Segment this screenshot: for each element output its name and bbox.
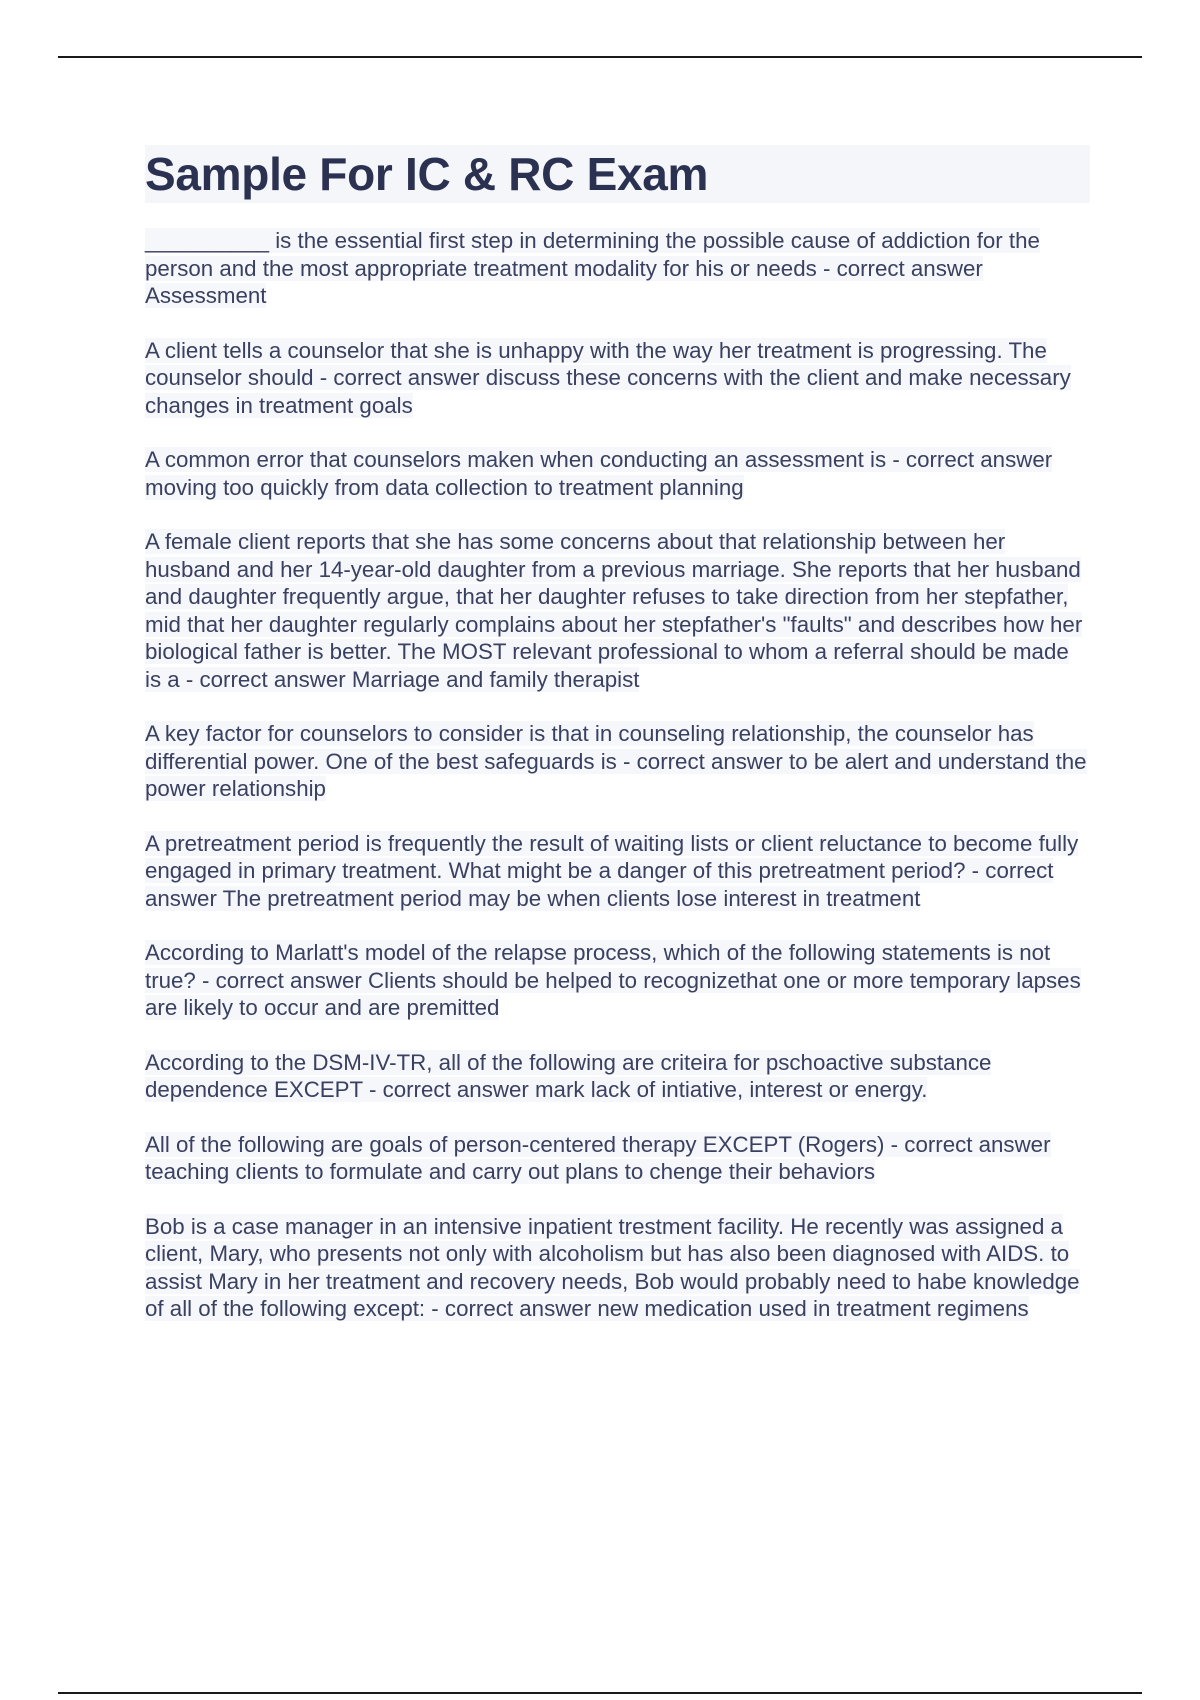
- qa-text: __________ is the essential first step in determining the possible cause of addiction for the person and the most appropriate treatment modality for his or needs - correct answer Assessment: [145, 228, 1040, 308]
- bottom-rule: [58, 1692, 1142, 1694]
- qa-item: [145, 227, 1090, 310]
- qa-item: [145, 528, 1090, 693]
- qa-item: [145, 1131, 1090, 1186]
- qa-list: [145, 227, 1090, 1323]
- qa-item: [145, 1049, 1090, 1104]
- top-rule: [58, 56, 1142, 58]
- qa-text: Bob is a case manager in an intensive inpatient trestment facility. He recently was assigned a client, Mary, who presents not only with alcoholism but has also been diagnosed with AIDS. to assist Mary in her treatment and recovery needs, Bob would probably need to habe knowledge of all of the following except: - correct answer new medication used in treatment regimens: [145, 1213, 1080, 1321]
- qa-item: [145, 720, 1090, 803]
- qa-text: A pretreatment period is frequently the result of waiting lists or client reluctance to become fully engaged in primary treatment. What might be a danger of this pretreatment period? - correct answer The pretreatment period may be when clients lose interest in treatment: [145, 830, 1079, 911]
- qa-text: A client tells a counselor that she is unhappy with the way her treatment is progressing. The counselor should - correct answer discuss these concerns with the client and make necessary changes in treatment goals: [145, 337, 1071, 418]
- document-body: [145, 145, 1090, 1350]
- qa-text: A key factor for counselors to consider is that in counseling relationship, the counselor has differential power. One of the best safeguards is - correct answer to be alert and understand the power relationship: [145, 721, 1087, 801]
- qa-item: [145, 1213, 1090, 1323]
- qa-item: [145, 830, 1090, 913]
- qa-item: [145, 939, 1090, 1022]
- qa-text: A common error that counselors maken when conducting an assessment is - correct answer moving too quickly from data collection to treatment planning: [145, 447, 1053, 500]
- qa-item: [145, 337, 1090, 420]
- qa-text: All of the following are goals of person-centered therapy EXCEPT (Rogers) - correct answer teaching clients to formulate and carry out plans to chenge their behaviors: [145, 1131, 1051, 1184]
- document-title: Sample For IC & RC Exam: [145, 145, 1090, 203]
- qa-text: According to the DSM-IV-TR, all of the following are criteira for pschoactive substance dependence EXCEPT - correct answer mark lack of intiative, interest or energy.: [145, 1049, 992, 1102]
- qa-text: According to Marlatt's model of the relapse process, which of the following statements is not true? - correct answer Clients should be helped to recognizethat one or more temporary lapses are likely to occur and are premitted: [145, 940, 1081, 1020]
- qa-text: A female client reports that she has some concerns about that relationship between her husband and her 14-year-old daughter from a previous marriage. She reports that her husband and daughter frequently argue, that her daughter refuses to take direction from her stepfather, mid that her daughter regularly complains about her stepfather's "faults" and describes how her biological father is better. The MOST relevant professional to whom a referral should be made is a - correct answer Marriage and family therapist: [145, 529, 1083, 692]
- qa-item: [145, 446, 1090, 501]
